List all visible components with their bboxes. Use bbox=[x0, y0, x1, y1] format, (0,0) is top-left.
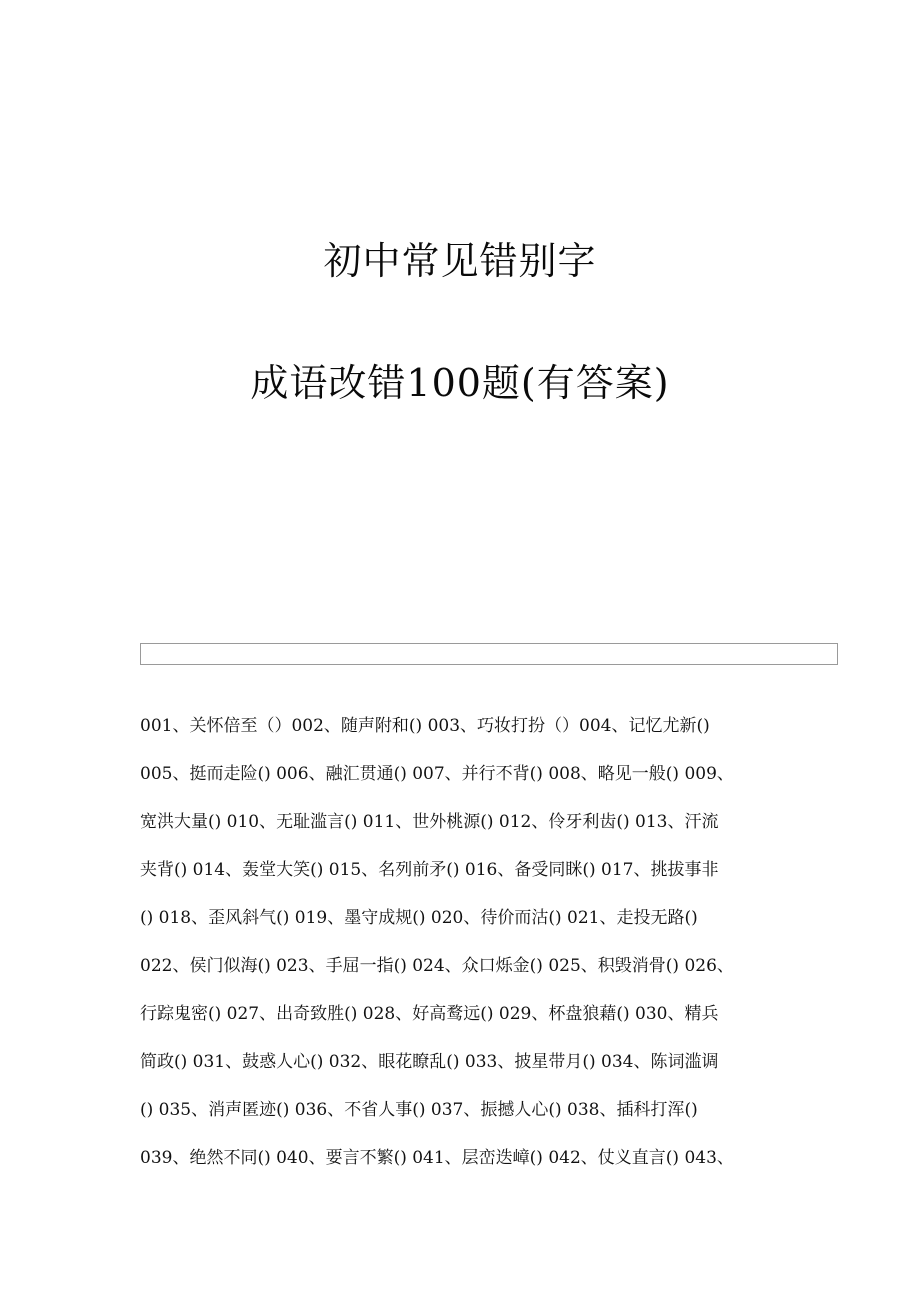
question-line: () 035、消声匿迹() 036、不省人事() 037、振撼人心() 038、插科打浑() bbox=[140, 1100, 698, 1120]
question-line: 宽洪大量() 010、无耻滥言() 011、世外桃源() 012、伶牙利齿() 013、汗流 bbox=[140, 812, 719, 832]
document-subtitle: 成语改错100题(有答案) bbox=[250, 361, 670, 405]
question-line: 夹背() 014、轰堂大笑() 015、名列前矛() 016、备受同眯() 017、挑拔事非 bbox=[140, 860, 719, 880]
question-line: 001、关怀倍至（）002、随声附和() 003、巧妆打扮（）004、记忆尤新() bbox=[140, 716, 710, 736]
question-line: 005、挺而走险() 006、融汇贯通() 007、并行不背() 008、略见一般() 009、 bbox=[140, 764, 734, 784]
divider-box bbox=[140, 643, 838, 665]
question-list bbox=[140, 702, 780, 1182]
question-line: () 018、歪风斜气() 019、墨守成规() 020、待价而沽() 021、走投无路() bbox=[140, 908, 698, 928]
question-line: 行踪鬼密() 027、出奇致胜() 028、好高鹜远() 029、杯盘狼藉() 030、精兵 bbox=[140, 1004, 719, 1024]
document-title: 初中常见错别字 bbox=[323, 239, 597, 283]
question-line: 022、侯门似海() 023、手屈一指() 024、众口烁金() 025、积毁消骨() 026、 bbox=[140, 956, 734, 976]
question-line: 简政() 031、鼓惑人心() 032、眼花瞭乱() 033、披星带月() 034、陈词滥调 bbox=[140, 1052, 719, 1072]
question-line: 039、绝然不同() 040、要言不繁() 041、层峦迭嶂() 042、仗义直言() 043、 bbox=[140, 1148, 734, 1168]
